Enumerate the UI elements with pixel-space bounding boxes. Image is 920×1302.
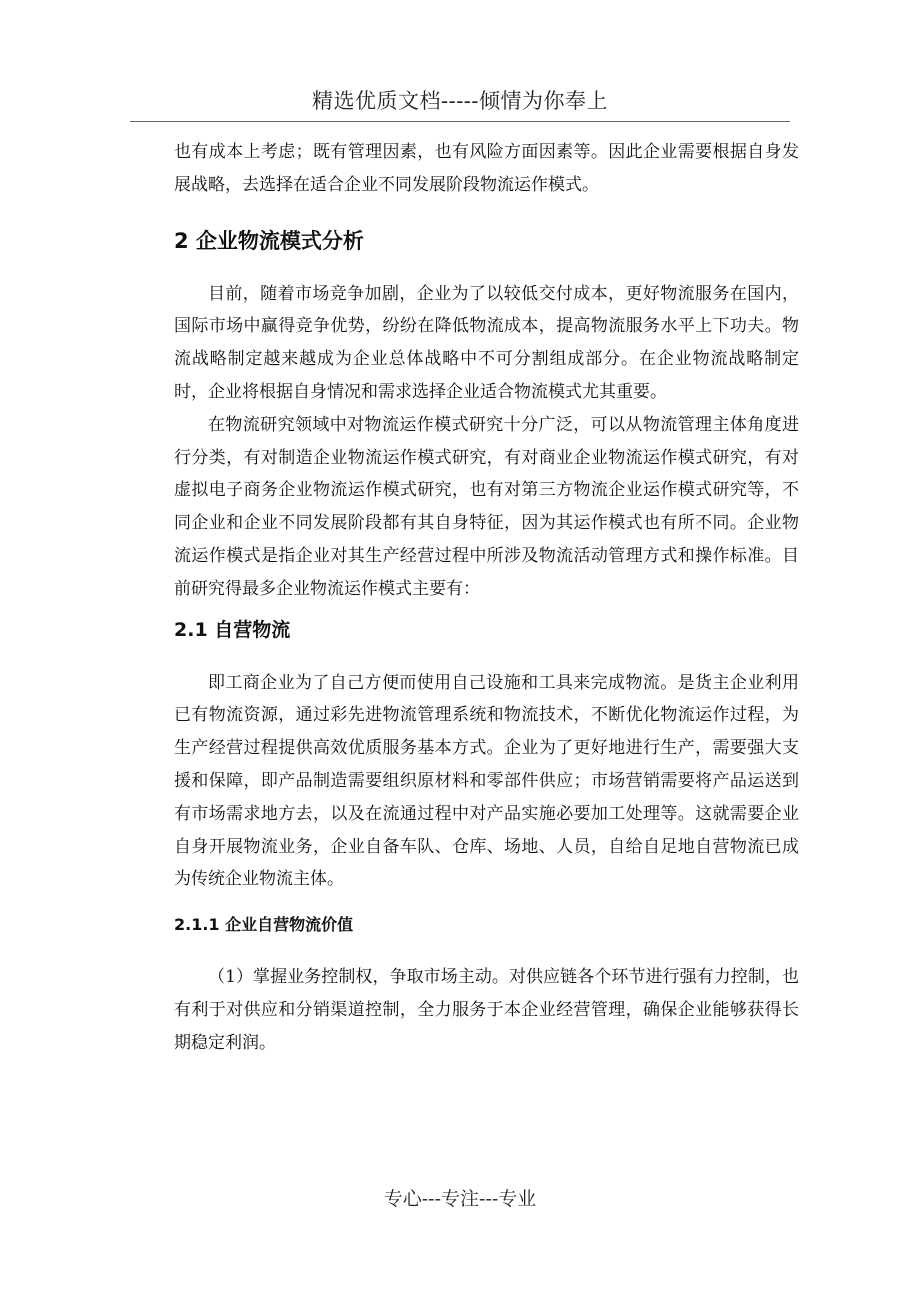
paragraph-self-logistics: 即工商企业为了自己方便而使用自己设施和工具来完成物流。是货主企业利用已有物流资源，通过彩先进物流管理系统和物流技术，不断优化物流运作过程，为生产经营过程提供高效优质服务基本方式。企业为了更好地进行生产，需要强大支援和保障，即产品制造需要组织原材料和零部件供应；市场营销需要将产品运送到有市场需求地方去，以及在流通过程中对产品实施必要加工处理等。这就需要企业自身开展物流业务，企业自备车队、仓库、场地、人员，自给自足地自营物流已成为传统企业物流主体。 bbox=[174, 672, 799, 890]
paragraph-intro: 目前，随着市场竞争加剧，企业为了以较低交付成本，更好物流服务在国内，国际市场中赢得竞争优势，纷纷在降低物流成本，提高物流服务水平上下功夫。物流战略制定越来越成为企业总体战略中不可分割组成部分。在企业物流战略制定时，企业将根据自身情况和需求选择企业适合物流模式尤其重要。 bbox=[174, 283, 799, 402]
paragraph-research: 在物流研究领域中对物流运作模式研究十分广泛，可以从物流管理主体角度进行分类，有对制造企业物流运作模式研究，有对商业企业物流运作模式研究，有对虚拟电子商务企业物流运作模式研究，也有对第三方物流企业运作模式研究等，不同企业和企业不同发展阶段都有其自身特征，因为其运作模式也有所不同。企业物流运作模式是指企业对其生产经营过程中所涉及物流活动管理方式和操作标准。目前研究得最多企业物流运作模式主要有： bbox=[174, 414, 799, 599]
section-heading-2-1: 2.1 自营物流 bbox=[174, 618, 291, 641]
section-heading-2: 2 企业物流模式分析 bbox=[174, 228, 364, 253]
document-body bbox=[174, 136, 799, 1060]
page-header: 精选优质文档-----倾情为你奉上 bbox=[312, 89, 608, 113]
page-footer: 专心---专注---专业 bbox=[383, 1188, 537, 1210]
paragraph-value-1: （1）掌握业务控制权，争取市场主动。对供应链各个环节进行强有力控制，也有利于对供应和分销渠道控制，全力服务于本企业经营管理，确保企业能够获得长期稳定利润。 bbox=[174, 967, 799, 1053]
section-heading-2-1-1: 2.1.1 企业自营物流价值 bbox=[174, 915, 354, 935]
paragraph-continued: 也有成本上考虑；既有管理因素，也有风险方面因素等。因此企业需要根据自身发展战略，去选择在适合企业不同发展阶段物流运作模式。 bbox=[174, 142, 799, 195]
header-divider bbox=[130, 121, 790, 122]
